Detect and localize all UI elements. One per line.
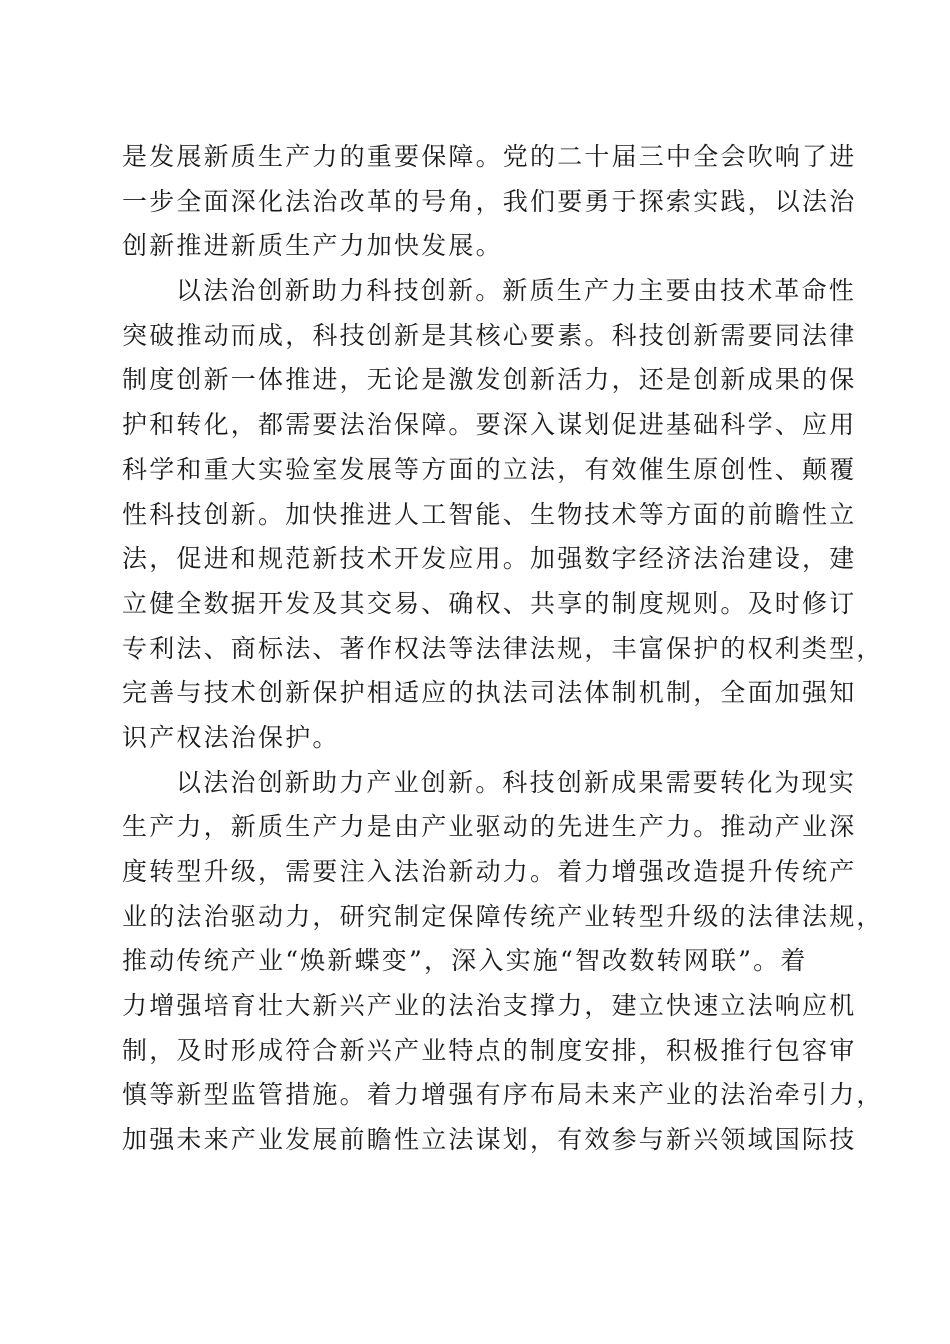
text-line: 以法治创新助力科技创新。新质生产力主要由技术革命性	[176, 276, 857, 306]
paragraph-3	[122, 761, 884, 1163]
text-line: 一步全面深化法治改革的号角，我们要勇于探索实践，以法治	[122, 186, 857, 216]
text-line: 是发展新质生产力的重要保障。党的二十届三中全会吹响了进	[122, 142, 857, 171]
text-line: 专利法、商标法、著作权法等法律法规，丰富保护的权利类型，	[122, 633, 884, 663]
text-line: 法，促进和规范新技术开发应用。加强数字经济法治建设，建	[122, 544, 857, 574]
text-line: 制度创新一体推进，无论是激发创新活力，还是创新成果的保	[122, 365, 857, 395]
text-line: 立健全数据开发及其交易、确权、共享的制度规则。及时修订	[122, 588, 857, 618]
text-line: 业的法治驱动力，研究制定保障传统产业转型升级的法律法规，	[122, 901, 884, 931]
text-line: 力增强培育壮大新兴产业的法治支撑力，建立快速立法响应机	[122, 991, 857, 1021]
text-line: 推动传统产业“焕新蝶变”，深入实施“智改数转网联”。着	[122, 946, 808, 976]
text-line: 科学和重大实验室发展等方面的立法，有效催生原创性、颠覆	[122, 454, 857, 484]
text-line: 生产力，新质生产力是由产业驱动的先进生产力。推动产业深	[122, 812, 857, 842]
paragraph-2	[122, 269, 884, 761]
text-line: 慎等新型监管措施。着力增强有序布局未来产业的法治牵引力，	[122, 1080, 884, 1110]
text-line: 以法治创新助力产业创新。科技创新成果需要转化为现实	[176, 767, 857, 797]
text-line: 突破推动而成，科技创新是其核心要素。科技创新需要同法律	[122, 320, 857, 350]
text-line: 制，及时形成符合新兴产业特点的制度安排，积极推行包容审	[122, 1035, 857, 1065]
text-line: 度转型升级，需要注入法治新动力。着力增强改造提升传统产	[122, 857, 857, 886]
document-body	[122, 135, 884, 1163]
text-line: 完善与技术创新保护相适应的执法司法体制机制，全面加强知	[122, 678, 857, 708]
text-line: 性科技创新。加快推进人工智能、生物技术等方面的前瞻性立	[122, 499, 857, 529]
text-line: 加强未来产业发展前瞻性立法谋划，有效参与新兴领域国际技	[122, 1125, 857, 1155]
text-line: 识产权法治保护。	[122, 722, 340, 752]
text-line: 创新推进新质生产力加快发展。	[122, 231, 503, 261]
text-line: 护和转化，都需要法治保障。要深入谋划促进基础科学、应用	[122, 410, 857, 440]
paragraph-1	[122, 135, 857, 269]
